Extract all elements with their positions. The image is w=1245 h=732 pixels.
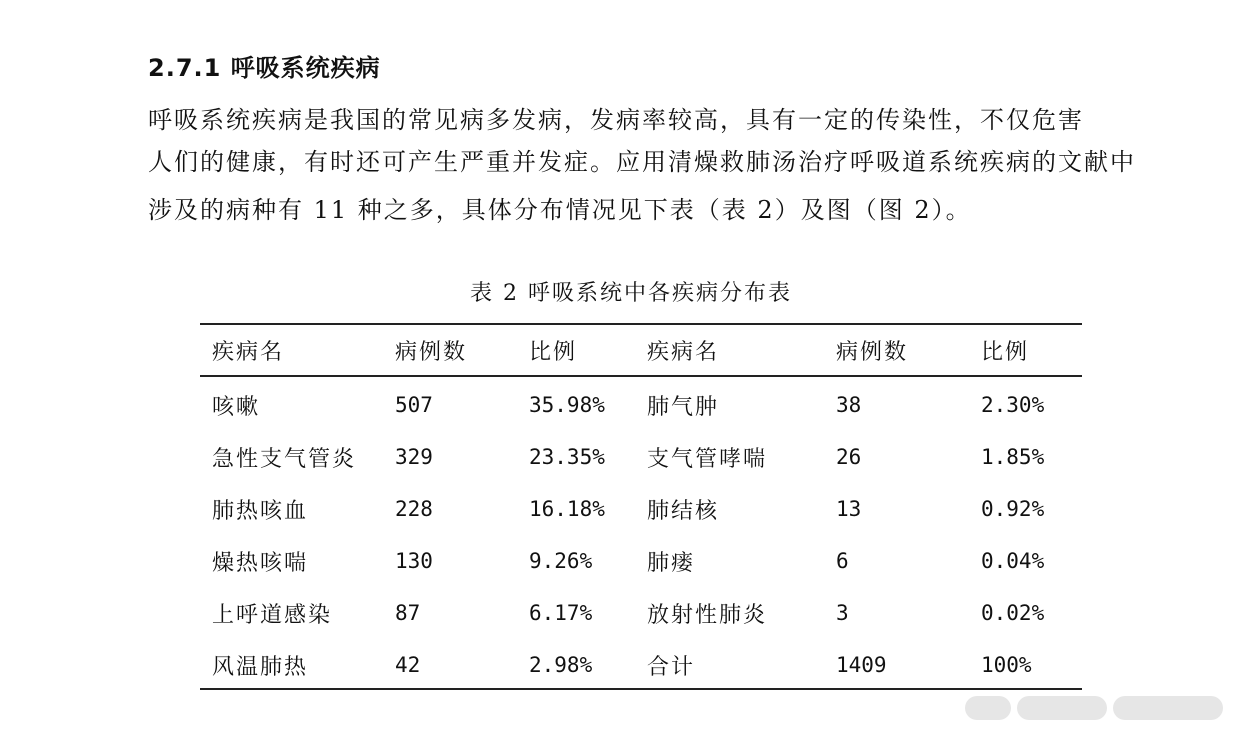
watermark-text: [1017, 696, 1107, 720]
cell-disease: 燥热咳喘: [212, 550, 309, 576]
cell-disease: 肺瘘: [647, 550, 696, 576]
cell-ratio: 16.18%: [529, 497, 605, 521]
table-row: [200, 375, 1082, 431]
table-header-row: [200, 325, 1082, 375]
cell-disease: 肺热咳血: [212, 498, 309, 524]
cell-count: 38: [836, 393, 862, 417]
header-case-count: 病例数: [395, 339, 468, 365]
cell-total-count: 1409: [836, 653, 887, 677]
table-caption: 表 2 呼吸系统中各疾病分布表: [470, 281, 792, 306]
cell-ratio: 1.85%: [981, 445, 1045, 469]
header-disease-name: 疾病名: [212, 339, 285, 365]
cell-disease: 风温肺热: [212, 654, 309, 680]
cell-count: 3: [836, 601, 849, 625]
cell-ratio: 9.26%: [529, 549, 593, 573]
cell-disease: 肺气肿: [647, 394, 720, 420]
cell-ratio: 23.35%: [529, 445, 605, 469]
cell-count: 228: [395, 497, 433, 521]
cell-ratio: 0.04%: [981, 549, 1045, 573]
table-row: [200, 431, 1082, 483]
cell-disease: 放射性肺炎: [647, 602, 768, 628]
cell-disease: 急性支气管炎: [212, 446, 357, 472]
header-ratio: 比例: [529, 339, 578, 365]
cell-count: 329: [395, 445, 433, 469]
cell-disease: 咳嗽: [212, 394, 261, 420]
cell-count: 130: [395, 549, 433, 573]
cell-count: 6: [836, 549, 849, 573]
cell-count: 26: [836, 445, 862, 469]
cell-total-ratio: 100%: [981, 653, 1032, 677]
paragraph-line-2: 人们的健康，有时还可产生严重并发症。应用清燥救肺汤治疗呼吸道系统疾病的文献中: [148, 148, 1136, 176]
disease-distribution-table: [200, 325, 1082, 691]
cell-ratio: 2.30%: [981, 393, 1045, 417]
table-row: [200, 535, 1082, 587]
header-disease-name-2: 疾病名: [647, 339, 720, 365]
cell-count: 507: [395, 393, 433, 417]
cell-ratio: 2.98%: [529, 653, 593, 677]
cell-disease: 支气管哮喘: [647, 446, 768, 472]
table-row: [200, 639, 1082, 691]
paragraph-line-1: 呼吸系统疾病是我国的常见病多发病，发病率较高，具有一定的传染性，不仅危害: [148, 106, 1084, 134]
section-heading: 2.7.1 呼吸系统疾病: [148, 54, 381, 82]
cell-ratio: 0.02%: [981, 601, 1045, 625]
cell-total-label: 合计: [647, 654, 696, 680]
watermark-text: [1113, 696, 1223, 720]
cell-disease: 肺结核: [647, 498, 720, 524]
table-row: [200, 483, 1082, 535]
cell-disease: 上呼道感染: [212, 602, 333, 628]
cell-count: 13: [836, 497, 862, 521]
paragraph-line-3: 涉及的病种有 11 种之多，具体分布情况见下表（表 2）及图（图 2）。: [148, 196, 972, 224]
table-row: [200, 587, 1082, 639]
watermark-logo: [965, 696, 1011, 720]
header-ratio-2: 比例: [981, 339, 1030, 365]
watermark: [965, 696, 1223, 720]
cell-count: 42: [395, 653, 421, 677]
cell-ratio: 6.17%: [529, 601, 593, 625]
header-case-count-2: 病例数: [836, 339, 909, 365]
cell-count: 87: [395, 601, 421, 625]
cell-ratio: 0.92%: [981, 497, 1045, 521]
cell-ratio: 35.98%: [529, 393, 605, 417]
